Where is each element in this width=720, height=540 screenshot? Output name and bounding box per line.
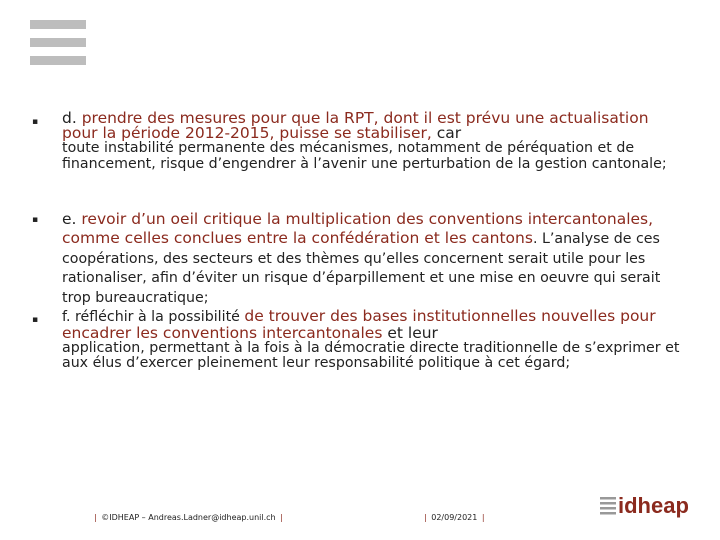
item-heading-tail: car bbox=[431, 124, 462, 142]
item-prefix: d. bbox=[62, 109, 82, 127]
item-heading bbox=[62, 111, 687, 141]
item-heading bbox=[62, 309, 687, 341]
decorative-bars-logo bbox=[30, 20, 86, 74]
item-body: . L’analyse de ces coopérations, des secteurs et des thèmes qu’elles concernent serait utile pour les rationaliser, afin d’éviter un risque d’éparpillement et une mise en oeuvre qui serait trop bureaucratique; bbox=[62, 231, 661, 306]
footer-separator: | bbox=[94, 513, 97, 522]
bar bbox=[30, 20, 86, 29]
item-heading-tail: et leur bbox=[382, 323, 438, 342]
item-body: toute instabilité permanente des mécanismes, notamment de péréquation et de financement, risque d’engendrer à l’avenir une perturbation de la gestion cantonale; bbox=[62, 140, 667, 172]
footer-date bbox=[422, 513, 487, 522]
bar bbox=[30, 56, 86, 65]
item-body: application, permettant à la fois à la démocratie directe traditionnelle de s’exprimer et aux élus d’exercer pleinement leur responsabilité politique à cet égard; bbox=[62, 339, 680, 371]
list-item bbox=[62, 309, 687, 372]
item-highlight: de trouver des bases institutionnelles nouvelles pour encadrer les conventions intercantonales bbox=[62, 307, 656, 342]
footer-separator: | bbox=[424, 513, 427, 522]
footer-date-text: 02/09/2021 bbox=[431, 513, 478, 522]
footer-separator: | bbox=[280, 513, 283, 522]
idheap-logo bbox=[598, 490, 690, 522]
footer-separator: | bbox=[481, 513, 485, 522]
footer-author bbox=[92, 513, 285, 522]
item-highlight: prendre des mesures pour que la RPT, dont il est prévu une actualisation pour la période 2012-2015, puisse se stabiliser, bbox=[62, 109, 649, 142]
bullet-icon: ▪ bbox=[32, 315, 39, 325]
bullet-icon: ▪ bbox=[32, 117, 39, 127]
logo-text: idheap bbox=[618, 493, 689, 518]
list-item bbox=[62, 209, 687, 306]
bullet-icon: ▪ bbox=[32, 215, 39, 225]
list-item bbox=[62, 111, 687, 172]
footer-author-text: ©IDHEAP – Andreas.Ladner@idheap.unil.ch bbox=[101, 513, 276, 522]
bar bbox=[30, 38, 86, 47]
item-prefix: e. bbox=[62, 210, 82, 228]
item-highlight: revoir d’un oeil critique la multiplication des conventions intercantonales, comme celles conclues entre la confédération et les cantons bbox=[62, 210, 654, 247]
item-prefix: f. réfléchir à la possibilité bbox=[62, 309, 245, 325]
